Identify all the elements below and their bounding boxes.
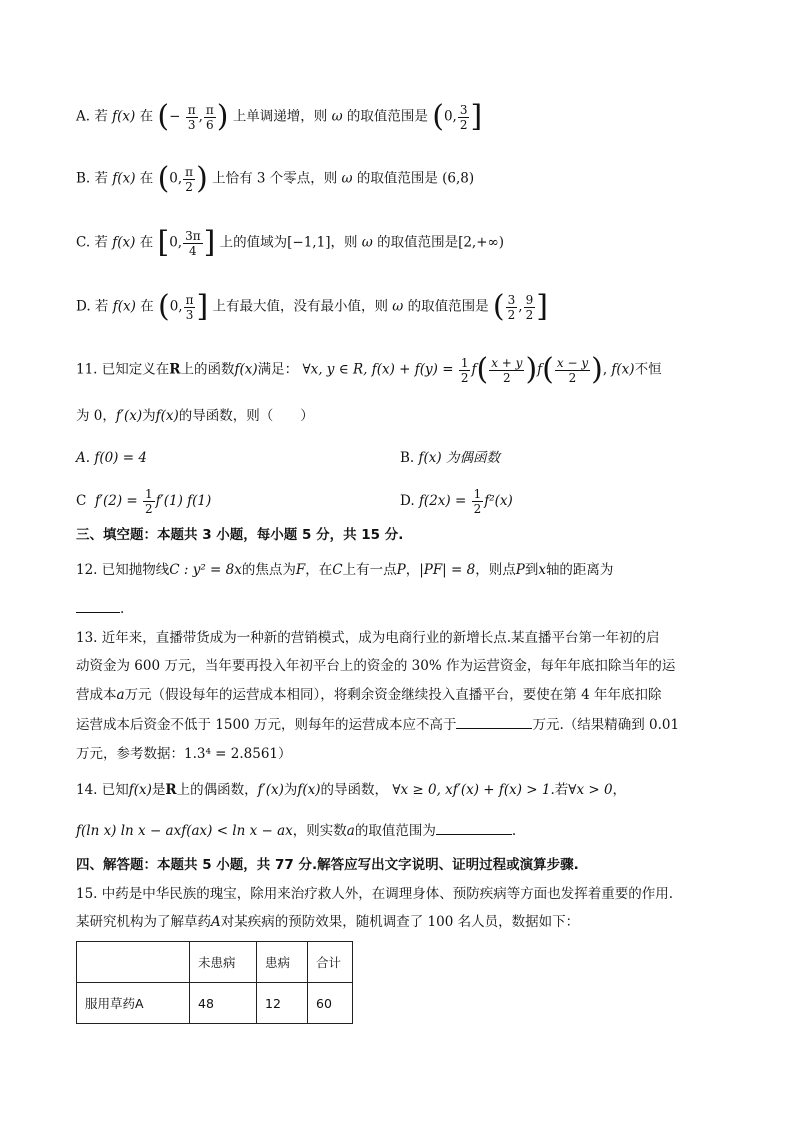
text: 到	[524, 562, 539, 578]
q11-option-b	[400, 448, 500, 468]
text: 若	[554, 782, 569, 798]
q11-stem-2	[76, 406, 314, 426]
var: a	[346, 823, 355, 839]
answer-blank[interactable]	[436, 820, 512, 835]
var: A	[211, 914, 221, 930]
section-4-heading: 四、解答题：本题共 5 小题，共 77 分.解答应写出文字说明、证明过程或演算步骤.	[76, 857, 579, 873]
text: 不恒	[634, 361, 662, 378]
math-fx: f(x)	[128, 782, 152, 798]
table-cell: 服用草药A	[77, 983, 190, 1024]
text: 为 0，	[76, 408, 116, 424]
option-text: f(x) 为偶函数	[418, 450, 500, 466]
fraction: $\frac{\pi}{3}$	[187, 102, 196, 132]
option-text: f(2x) =	[418, 493, 467, 509]
table-header-cell: 患病	[257, 942, 308, 983]
paren-open: (	[157, 289, 170, 324]
text: .	[511, 823, 517, 839]
text: ，	[405, 562, 420, 578]
range: [2,+∞)	[458, 234, 505, 251]
q13-line-2: 动资金为 600 万元，当年要再投入年初平台上的资金的 30% 作为运营资金，每年年底扣除当年的运	[76, 658, 676, 674]
var: C	[332, 562, 343, 578]
var: F	[295, 562, 306, 578]
text: 的导函数，则（ ）	[178, 408, 314, 424]
math-fx: f(x)	[234, 361, 258, 378]
math-fx: f(x)	[155, 408, 179, 424]
text: 上的值域为	[219, 234, 288, 251]
condition: ∀x, y ∈ R, f(x) + f(y) =	[302, 361, 454, 378]
minus: −	[169, 108, 181, 125]
paren-open: (	[542, 352, 554, 387]
text: 在	[139, 234, 154, 251]
text: 的取值范围是	[356, 170, 438, 187]
q12	[76, 560, 613, 580]
table-row	[77, 983, 353, 1024]
q13-line-1: 13. 近年来，直播带货成为一种新的营销模式，成为电商行业的新增长点.某直播平台第一年初的启	[76, 630, 660, 646]
set-r: R	[169, 361, 181, 378]
paren-open: (	[157, 161, 170, 196]
omega: ω	[331, 108, 343, 125]
text: .	[120, 601, 125, 617]
option-label: D.	[400, 493, 415, 509]
paren-close: )	[216, 99, 229, 134]
text: ，则	[330, 234, 358, 251]
paren-close: )	[196, 161, 208, 196]
text: 某研究机构为了解草药	[76, 914, 211, 930]
fraction: $\frac{\pi}{2}$	[185, 164, 194, 194]
q13-line-3	[76, 685, 661, 705]
text: 的取值范围是	[377, 234, 459, 251]
math-fx: f(x)	[611, 361, 635, 378]
fraction: $\frac{\pi}{3}$	[185, 292, 194, 322]
text: 11. 已知定义在	[76, 361, 170, 378]
table-cell: 12	[257, 983, 308, 1024]
zero: 0,	[169, 234, 183, 251]
table-header-cell: 未患病	[190, 942, 257, 983]
q14-line-1	[76, 780, 626, 800]
section-3-heading: 三、填空题：本题共 3 小题，每小题 5 分，共 15 分.	[76, 527, 404, 543]
table-cell: 48	[190, 983, 257, 1024]
paren-open: (	[492, 289, 505, 324]
q11-option-d	[400, 487, 513, 516]
math-fx: f(x)	[112, 234, 136, 251]
fraction: $\frac{9}{2}$	[525, 292, 534, 322]
fraction: $\frac{x - y}{2}$	[556, 355, 589, 385]
table-header-row	[77, 942, 353, 983]
math-fprime: f′(x)	[257, 782, 284, 798]
text: 上的偶函数，	[176, 782, 258, 798]
math-fx: f(x)	[112, 170, 136, 187]
omega: ω	[341, 170, 353, 187]
q14-line-2	[76, 820, 516, 841]
text: 的导函数，	[320, 782, 389, 798]
text: 万元（假设每年的运营成本相同），将剩余资金继续投入直播平台，要使在第 4 年年底扣除	[124, 687, 662, 703]
text: 是	[151, 782, 166, 798]
inequality: f(ln x) ln x − axf(ax) < ln x − ax	[76, 823, 293, 839]
answer-blank[interactable]	[76, 598, 120, 613]
text: ，在	[305, 562, 333, 578]
fraction: $\frac{3\pi}{4}$	[185, 228, 201, 258]
text: 在	[139, 108, 154, 125]
option-label: C. 若	[76, 234, 108, 251]
text: 在	[139, 170, 154, 187]
text: 营成本	[76, 687, 117, 703]
text: ，则点	[475, 562, 516, 578]
text: ，	[612, 782, 627, 798]
option-label: A. 若	[76, 108, 108, 125]
set-r: R	[165, 782, 177, 798]
q11-stem: 11. 已知定义在R上的函数f(x)满足： ∀x, y ∈ R, f(x) + f(y) = $\frac{1}{2}$ f( $\frac{x + y}{2}$ )f( $\frac{x - y}{2}$ ), f(x)不恒	[76, 352, 662, 387]
var: P	[515, 562, 525, 578]
q12-answer-line	[76, 598, 124, 619]
text: 12. 已知抛物线	[76, 562, 170, 578]
option-label: B. 若	[76, 170, 109, 187]
var: a	[116, 687, 125, 703]
answer-blank[interactable]	[456, 714, 532, 729]
fraction: $\frac{3}{2}$	[459, 102, 468, 132]
option-text: f′(1) f(1)	[155, 493, 212, 509]
q11-option-a: A. f(0) = 4	[76, 450, 147, 466]
text: 上有一点	[342, 562, 397, 578]
text: 上恰有 3 个零点，则	[212, 170, 338, 187]
fraction: $\frac{1}{2}$	[145, 487, 153, 516]
condition: |PF| = 8	[419, 562, 476, 578]
curve: C : y² = 8x	[169, 562, 242, 578]
text: ，则实数	[292, 823, 347, 839]
paren-close: )	[525, 352, 538, 387]
option-text: f²(x)	[484, 493, 513, 509]
math-fx: f(x)	[112, 298, 136, 315]
q13-line-5: 万元，参考数据：1.3⁴ = 2.8561）	[76, 746, 292, 762]
option-c-q10	[76, 225, 505, 260]
table-cell: 60	[308, 983, 353, 1024]
zero: 0,	[169, 170, 183, 187]
table-header-cell	[77, 942, 190, 983]
fraction: $\frac{1}{2}$	[460, 355, 469, 385]
option-d-q10: D. 若 f(x) 在 (0, $\frac{\pi}{3}$ ] 上有最大值，没有最小值，则 ω 的取值范围是 ( $\frac{3}{2}$ , $\frac{9}{2}$ ]	[76, 289, 548, 324]
text: 上有最大值，没有最小值，则	[212, 298, 388, 315]
q15-line-1: 15. 中药是中华民族的瑰宝，除用来治疗救人外，在调理身体、预防疾病等方面也发挥着重要的作用.	[76, 886, 674, 902]
text: 的取值范围是	[346, 108, 428, 125]
fraction: $\frac{x + y}{2}$	[491, 355, 523, 385]
math-fx: f(x)	[297, 782, 321, 798]
bracket-close: ]	[196, 289, 209, 324]
text: 上的函数	[180, 361, 235, 378]
text: 的焦点为	[241, 562, 296, 578]
text: 万元.（结果精确到 0.01	[532, 717, 680, 733]
var: x	[538, 562, 546, 578]
text: 满足：	[257, 361, 299, 378]
option-label: C	[76, 493, 87, 509]
bracket-close: ]	[203, 225, 216, 260]
range: [−1,1]	[287, 234, 331, 251]
paren-close: )	[591, 352, 603, 387]
q11-option-c	[76, 487, 211, 516]
var: P	[396, 562, 406, 578]
text: 轴的距离为	[545, 562, 614, 578]
math-fx: f(x)	[112, 108, 136, 125]
omega: ω	[392, 298, 404, 315]
bracket-open: [	[157, 225, 170, 260]
text: 对某疾病的预防效果，随机调查了 100 名人员，数据如下：	[220, 914, 580, 930]
range: 0,	[443, 108, 457, 125]
text: 上单调递增，则	[232, 108, 328, 125]
option-label: D. 若	[76, 298, 109, 315]
option-text: f′(2) =	[94, 493, 138, 509]
paren-open: (	[476, 352, 489, 387]
math-fprime: f′(x)	[115, 408, 143, 424]
fraction: $\frac{3}{2}$	[507, 292, 516, 322]
fraction: $\frac{\pi}{6}$	[205, 102, 214, 132]
omega: ω	[361, 234, 373, 251]
data-table	[76, 941, 353, 1024]
bracket-close: ]	[470, 99, 483, 134]
option-b-q10	[76, 161, 475, 196]
condition: ∀x > 0	[568, 782, 613, 798]
condition: ∀x ≥ 0, xf′(x) + f(x) > 1.	[392, 782, 555, 798]
text: 在	[140, 298, 154, 315]
fraction: $\frac{1}{2}$	[473, 487, 482, 516]
option-label: B.	[400, 450, 415, 466]
text: 运营成本后资金不低于 1500 万元，则每年的运营成本应不高于	[76, 717, 457, 733]
option-a-q10: A. 若 f(x) 在 (− $\frac{\pi}{3}$ , $\frac{\pi}{6}$ ) 上单调递增，则 ω 的取值范围是 (0, $\frac{3}{2}$ ]	[76, 99, 483, 134]
text: 的取值范围是	[407, 298, 489, 315]
paren-open: (	[157, 99, 170, 134]
text: 的取值范围为	[354, 823, 436, 839]
paren-open: (	[432, 99, 444, 134]
text: 为	[142, 408, 156, 424]
text: 为	[283, 782, 298, 798]
bracket-close: ]	[536, 289, 548, 324]
range: (6,8)	[442, 170, 475, 187]
q15-line-2	[76, 912, 579, 932]
zero: 0,	[169, 298, 183, 315]
q13-line-4	[76, 714, 679, 735]
text: 14. 已知	[76, 782, 129, 798]
table-header-cell: 合计	[308, 942, 353, 983]
